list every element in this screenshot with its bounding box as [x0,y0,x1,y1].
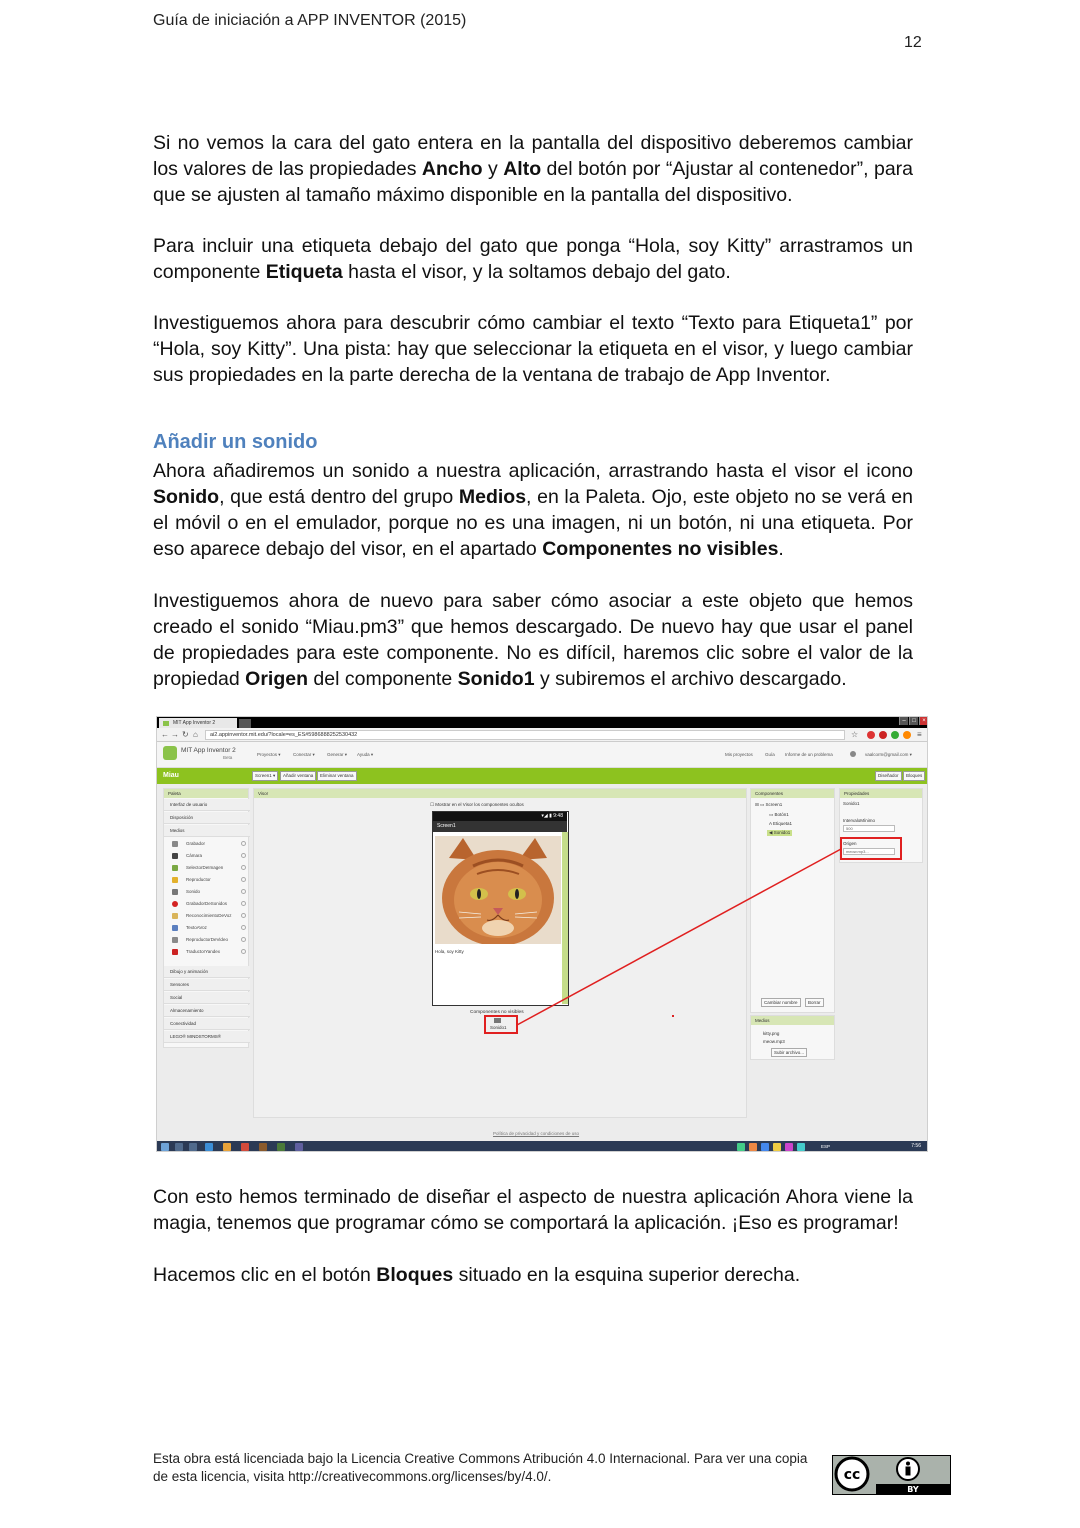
signal-icon: ▾◢ ▮ [541,813,554,819]
connector-line [157,717,928,1152]
palette-item[interactable]: ReconocimientoDeVoz [164,910,250,922]
taskbar-app-icon[interactable] [277,1143,285,1151]
menu-conectar[interactable]: Conectar ▾ [293,752,315,757]
palette-section[interactable]: LEGO® MINDSTORMS® [164,1031,250,1043]
nonvisible-components-title: Componentes no visibles [470,1010,524,1015]
properties-title: Propiedades [840,789,922,798]
phone-label-text[interactable]: Hola, soy Kitty [435,949,464,954]
palette-item[interactable]: Cámara [164,850,250,862]
palette-section[interactable]: Dibujo y animación [164,966,250,978]
show-hidden-checkbox[interactable]: ☐ Mostrar en el Visor los componentes ocultos [430,802,524,807]
property-label: IntervaloMínimo [843,818,876,823]
menu-icon[interactable]: ≡ [917,730,922,739]
taskbar-app-icon[interactable] [189,1143,197,1151]
menu-ayuda[interactable]: Ayuda ▾ [357,752,374,757]
palette-item[interactable]: ReproductorDeVideo [164,934,250,946]
phone-status-bar: ▾◢ ▮ 9:48 [433,812,567,821]
taskbar-app-icon[interactable] [205,1143,213,1151]
rename-button[interactable]: Cambiar nombre [761,998,801,1007]
menu-generar[interactable]: Generar ▾ [327,752,348,757]
app-inventor-screenshot [156,716,928,1152]
palette-item[interactable]: TraductorYandex [164,946,250,958]
viewer-title: Visor [254,789,746,798]
minimize-icon[interactable]: – [899,717,908,725]
designer-button[interactable]: Diseñador [875,771,902,781]
palette-item[interactable]: GrabadorDeSonidos [164,898,250,910]
paragraph-3: Investiguemos ahora para descubrir cómo cambiar el texto “Texto para Etiqueta1” por “Hola, soy Kitty”. Una pista: hay que seleccionar la etiqueta en el visor, y luego cambiar sus propiedades en la parte derecha de la ventana de trabajo de App Inventor. [153,312,913,386]
address-input[interactable]: ai2.appinventor.mit.edu/?locale=es_ES#5986888252530432 [205,730,845,740]
palette-section[interactable]: Interfaz de usuario [164,799,250,811]
upload-file-button[interactable]: Subir archivo... [771,1048,807,1057]
windows-start-icon[interactable] [161,1143,169,1151]
palette-section[interactable]: Medios [164,825,250,837]
tree-item-screen[interactable]: ⊟ ▭ Screen1 [755,802,783,807]
paragraph-7: Hacemos clic en el botón Bloques situado en la esquina superior derecha. [153,1264,801,1286]
paragraph-6: Con esto hemos terminado de diseñar el aspecto de nuestra aplicación Ahora viene la magia, tenemos que programar cómo se comportará la aplicación. ¡Eso es programar! [153,1186,913,1234]
properties-component-name: Sonido1 [843,801,860,806]
tray-icon[interactable] [761,1143,769,1151]
browser-tab[interactable]: MIT App Inventor 2 [159,718,237,728]
palette-section[interactable]: Social [164,992,250,1004]
windows-taskbar [157,1141,928,1152]
home-icon[interactable]: ⌂ [193,730,198,739]
media-file[interactable]: meow.mp3 [763,1039,785,1044]
source-input[interactable]: meow.mp3... [843,848,895,855]
phone-screen-title: Screen1 [433,821,567,832]
add-screen-button[interactable]: Añadir ventana [280,771,316,781]
menu-proyectos[interactable]: Proyectos ▾ [257,752,281,757]
back-icon[interactable]: ← [161,730,169,739]
taskbar-app-icon[interactable] [295,1143,303,1151]
nonvisible-sound-item[interactable]: Sonido1 [490,1025,507,1030]
privacy-link[interactable]: Política de privacidad y condiciones de uso [493,1131,580,1136]
tree-item-button[interactable]: ▭ Botón1 [769,812,789,817]
chrome-icon[interactable] [241,1143,249,1151]
page-number: 12 [904,34,922,51]
screen-select-button[interactable]: Screen1 ▾ [252,771,278,781]
taskbar-clock: 7:56 [911,1143,921,1149]
min-interval-input[interactable]: 500 [843,825,895,832]
media-file[interactable]: kitty.png [763,1031,780,1036]
link-mis-proyectos[interactable]: Mis proyectos [725,752,753,757]
media-title: Medios [751,1016,834,1025]
app-logo-text: MIT App Inventor 2 [181,747,236,754]
paragraph-4: Ahora añadiremos un sonido a nuestra aplicación, arrastrando hasta el visor el icono Sonido, que está dentro del grupo Medios, en la Paleta. Ojo, este objeto no se verá en el móvil o en el emulador, porque no es una imagen, ni un botón, ni una etiqueta. Por eso aparece debajo del visor, en el apartado Componentes no visibles. [153,460,913,560]
maximize-icon[interactable]: □ [909,717,918,725]
palette-item[interactable]: Reproductor [164,874,250,886]
tray-icon[interactable] [773,1143,781,1151]
delete-button[interactable]: Borrar [805,998,824,1007]
taskbar-language[interactable]: ESP [821,1144,831,1149]
forward-icon[interactable]: → [171,730,179,739]
remove-screen-button[interactable]: Eliminar ventana [317,771,357,781]
cc-by-badge[interactable] [832,1455,951,1495]
license-footer: Esta obra está licenciada bajo la Licencia Creative Commons Atribución 4.0 Internacional. Para ver una copia de esta licencia, visita http://creativecommons.org/licenses/by/4.0/. [153,1451,808,1484]
palette-item[interactable]: Grabador [164,838,250,850]
tray-icon[interactable] [737,1143,745,1151]
section-heading: Añadir un sonido [153,431,318,453]
palette-item[interactable]: Sonido [164,886,250,898]
tray-icon[interactable] [749,1143,757,1151]
cc-badge-text: cc [843,1467,861,1483]
taskbar-app-icon[interactable] [223,1143,231,1151]
project-name: Miau [163,772,179,779]
paragraph-1: Si no vemos la cara del gato entera en la pantalla del dispositivo deberemos cambiar los valores de las propiedades Ancho y Alto del botón por “Ajustar al contenedor”, para que se ajusten al tamaño máximo disponible en la pantalla del dispositivo. [153,132,913,206]
blocks-button[interactable]: Bloques [903,771,925,781]
palette-item[interactable]: TextoAVoz [164,922,250,934]
palette-section[interactable]: Almacenamiento [164,1005,250,1017]
running-header-title: Guía de iniciación a APP INVENTOR (2015) [153,12,467,29]
taskbar-app-icon[interactable] [175,1143,183,1151]
tray-icon[interactable] [785,1143,793,1151]
taskbar-app-icon[interactable] [259,1143,267,1151]
link-informe-problema[interactable]: Informe de un problema [785,752,833,757]
app-logo-sub: Beta [223,755,233,760]
palette-section[interactable]: Disposición [164,812,250,824]
palette-title: Paleta [164,789,248,798]
account-menu[interactable]: vaalcorm@gmail.com ▾ [865,752,912,757]
palette-section[interactable]: Conectividad [164,1018,250,1030]
by-badge-text: BY [907,1485,919,1494]
tree-item-sound[interactable]: ◀ Sonido1 [769,830,791,835]
components-title: Componentes [751,789,834,798]
palette-section[interactable]: Sensores [164,979,250,991]
link-guia[interactable]: Guía [765,752,775,757]
reload-icon[interactable]: ↻ [182,730,189,739]
bookmark-star-icon[interactable]: ☆ [851,730,859,739]
close-icon[interactable]: × [919,717,928,725]
tree-item-label[interactable]: A Etiqueta1 [769,821,793,826]
palette-item[interactable]: SelectorDeImagen [164,862,250,874]
tray-icon[interactable] [797,1143,805,1151]
paragraph-5: Investiguemos ahora de nuevo para saber cómo asociar a este objeto que hemos creado el sonido “Miau.pm3” que hemos descargado. De nuevo hay que usar el panel de propiedades para este componente. No es difícil, haremos clic sobre el valor de la propiedad Origen del componente Sonido1 y subiremos el archivo descargado. [153,590,913,690]
property-label: Origen [843,841,857,846]
paragraph-2: Para incluir una etiqueta debajo del gato que ponga “Hola, soy Kitty” arrastramos un componente Etiqueta hasta el visor, y la soltamos debajo del gato. [153,235,913,283]
